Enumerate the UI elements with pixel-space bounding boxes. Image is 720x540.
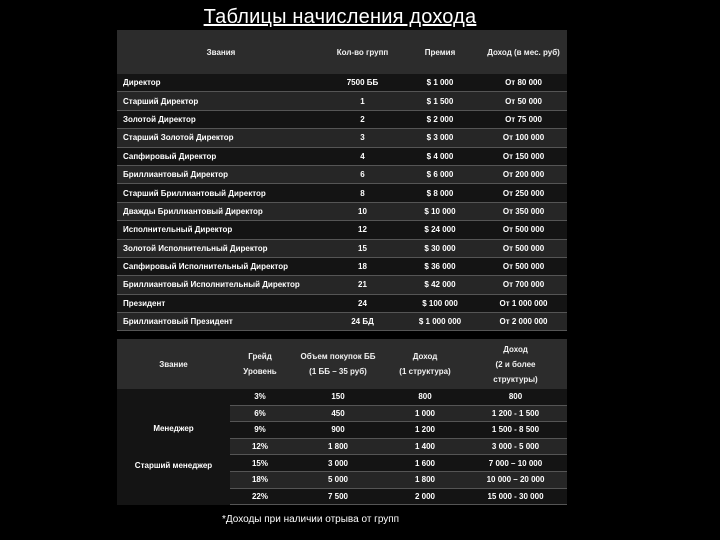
groups-cell: 3 xyxy=(325,129,400,147)
bonus-cell: $ 1 000 xyxy=(400,74,480,92)
header-income: Доход (в мес. руб) xyxy=(480,30,567,74)
grade-cell: 9% xyxy=(230,422,290,439)
bonus-cell: $ 30 000 xyxy=(400,239,480,257)
header-income-one: Доход (1 структура) xyxy=(386,339,464,389)
rank-cell: Исполнительный Директор xyxy=(117,221,325,239)
rank-cell: Старший Бриллиантовый Директор xyxy=(117,184,325,202)
groups-cell: 4 xyxy=(325,147,400,165)
groups-cell: 10 xyxy=(325,202,400,220)
income-one-cell: 1 200 xyxy=(386,422,464,439)
volume-cell: 5 000 xyxy=(290,471,386,488)
income-cell: От 2 000 000 xyxy=(480,313,567,331)
bonus-cell: $ 1 500 xyxy=(400,92,480,110)
groups-cell: 1 xyxy=(325,92,400,110)
groups-cell: 18 xyxy=(325,257,400,275)
rank-cell: Бриллиантовый Директор xyxy=(117,165,325,183)
header-bonus: Премия xyxy=(400,30,480,74)
bonus-cell: $ 42 000 xyxy=(400,276,480,294)
bonus-cell: $ 10 000 xyxy=(400,202,480,220)
income-multi-cell: 10 000 – 20 000 xyxy=(464,471,567,488)
table-row xyxy=(117,147,567,165)
table-row xyxy=(117,276,567,294)
rank-main: Менеджер xyxy=(153,423,194,433)
footnote: *Доходы при наличии отрыва от групп xyxy=(222,514,400,525)
grade-income-table xyxy=(117,339,567,505)
table-row xyxy=(117,313,567,331)
rank-cell: Директор xyxy=(117,74,325,92)
income-cell: От 1 000 000 xyxy=(480,294,567,312)
income-cell: От 250 000 xyxy=(480,184,567,202)
table-row xyxy=(117,92,567,110)
table-row xyxy=(117,165,567,183)
bonus-cell: $ 3 000 xyxy=(400,129,480,147)
table-row xyxy=(117,110,567,128)
rank-cell: Бриллиантовый Исполнительный Директор xyxy=(117,276,325,294)
income-multi-cell: 7 000 – 10 000 xyxy=(464,455,567,472)
income-multi-cell: 800 xyxy=(464,389,567,405)
income-cell: От 700 000 xyxy=(480,276,567,294)
income-cell: От 500 000 xyxy=(480,221,567,239)
rank-cell: Старший Директор xyxy=(117,92,325,110)
rank-cell: Президент xyxy=(117,294,325,312)
table-row xyxy=(117,294,567,312)
income-multi-cell: 1 200 - 1 500 xyxy=(464,405,567,422)
bonus-cell: $ 100 000 xyxy=(400,294,480,312)
rank-cell xyxy=(117,389,230,505)
groups-cell: 2 xyxy=(325,110,400,128)
header-volume: Объем покупок ББ (1 ББ – 35 руб) xyxy=(290,339,386,389)
income-cell: От 500 000 xyxy=(480,239,567,257)
income-cell: От 80 000 xyxy=(480,74,567,92)
volume-cell: 450 xyxy=(290,405,386,422)
groups-cell: 8 xyxy=(325,184,400,202)
rank-cell: Дважды Бриллиантовый Директор xyxy=(117,202,325,220)
grade-cell: 12% xyxy=(230,438,290,455)
income-cell: От 75 000 xyxy=(480,110,567,128)
income-cell: От 350 000 xyxy=(480,202,567,220)
grade-cell: 3% xyxy=(230,389,290,405)
header-grade: Грейд Уровень xyxy=(230,339,290,389)
income-multi-cell: 15 000 - 30 000 xyxy=(464,488,567,505)
rank-cell: Сапфировый Директор xyxy=(117,147,325,165)
bonus-cell: $ 8 000 xyxy=(400,184,480,202)
bonus-cell: $ 36 000 xyxy=(400,257,480,275)
income-one-cell: 2 000 xyxy=(386,488,464,505)
income-multi-cell: 1 500 - 8 500 xyxy=(464,422,567,439)
bonus-cell: $ 6 000 xyxy=(400,165,480,183)
volume-cell: 1 800 xyxy=(290,438,386,455)
page-title: Таблицы начисления дохода xyxy=(203,6,477,28)
volume-cell: 3 000 xyxy=(290,455,386,472)
volume-cell: 150 xyxy=(290,389,386,405)
table-row xyxy=(117,74,567,92)
groups-cell: 24 БД xyxy=(325,313,400,331)
table-row xyxy=(117,257,567,275)
table-header-row xyxy=(117,339,567,389)
income-one-cell: 800 xyxy=(386,389,464,405)
grade-cell: 18% xyxy=(230,471,290,488)
table-header-row xyxy=(117,30,567,74)
income-one-cell: 1 000 xyxy=(386,405,464,422)
income-cell: От 50 000 xyxy=(480,92,567,110)
table-row xyxy=(117,202,567,220)
grade-cell: 6% xyxy=(230,405,290,422)
volume-cell: 7 500 xyxy=(290,488,386,505)
rank-income-table xyxy=(117,30,567,331)
income-cell: От 500 000 xyxy=(480,257,567,275)
rank-cell: Сапфировый Исполнительный Директор xyxy=(117,257,325,275)
header-income-multi: Доход (2 и более структуры) xyxy=(464,339,567,389)
income-cell: От 100 000 xyxy=(480,129,567,147)
income-one-cell: 1 800 xyxy=(386,471,464,488)
table-row xyxy=(117,221,567,239)
income-one-cell: 1 600 xyxy=(386,455,464,472)
rank-cell: Бриллиантовый Президент xyxy=(117,313,325,331)
rank-cell: Золотой Исполнительный Директор xyxy=(117,239,325,257)
table-row xyxy=(117,239,567,257)
income-multi-cell: 3 000 - 5 000 xyxy=(464,438,567,455)
income-one-cell: 1 400 xyxy=(386,438,464,455)
rank-cell: Старший Золотой Директор xyxy=(117,129,325,147)
groups-cell: 21 xyxy=(325,276,400,294)
header-rank: Звания xyxy=(117,30,325,74)
groups-cell: 7500 ББ xyxy=(325,74,400,92)
table-row xyxy=(117,184,567,202)
groups-cell: 24 xyxy=(325,294,400,312)
groups-cell: 6 xyxy=(325,165,400,183)
grade-cell: 15% xyxy=(230,455,290,472)
groups-cell: 15 xyxy=(325,239,400,257)
table-row xyxy=(117,129,567,147)
bonus-cell: $ 4 000 xyxy=(400,147,480,165)
grade-cell: 22% xyxy=(230,488,290,505)
groups-cell: 12 xyxy=(325,221,400,239)
income-cell: От 150 000 xyxy=(480,147,567,165)
volume-cell: 900 xyxy=(290,422,386,439)
bonus-cell: $ 24 000 xyxy=(400,221,480,239)
table-row xyxy=(117,389,567,405)
rank-cell: Золотой Директор xyxy=(117,110,325,128)
rank-sub: Старший менеджер xyxy=(134,460,213,470)
header-rank: Звание xyxy=(117,339,230,389)
bonus-cell: $ 1 000 000 xyxy=(400,313,480,331)
income-cell: От 200 000 xyxy=(480,165,567,183)
bonus-cell: $ 2 000 xyxy=(400,110,480,128)
header-groups: Кол-во групп xyxy=(325,30,400,74)
